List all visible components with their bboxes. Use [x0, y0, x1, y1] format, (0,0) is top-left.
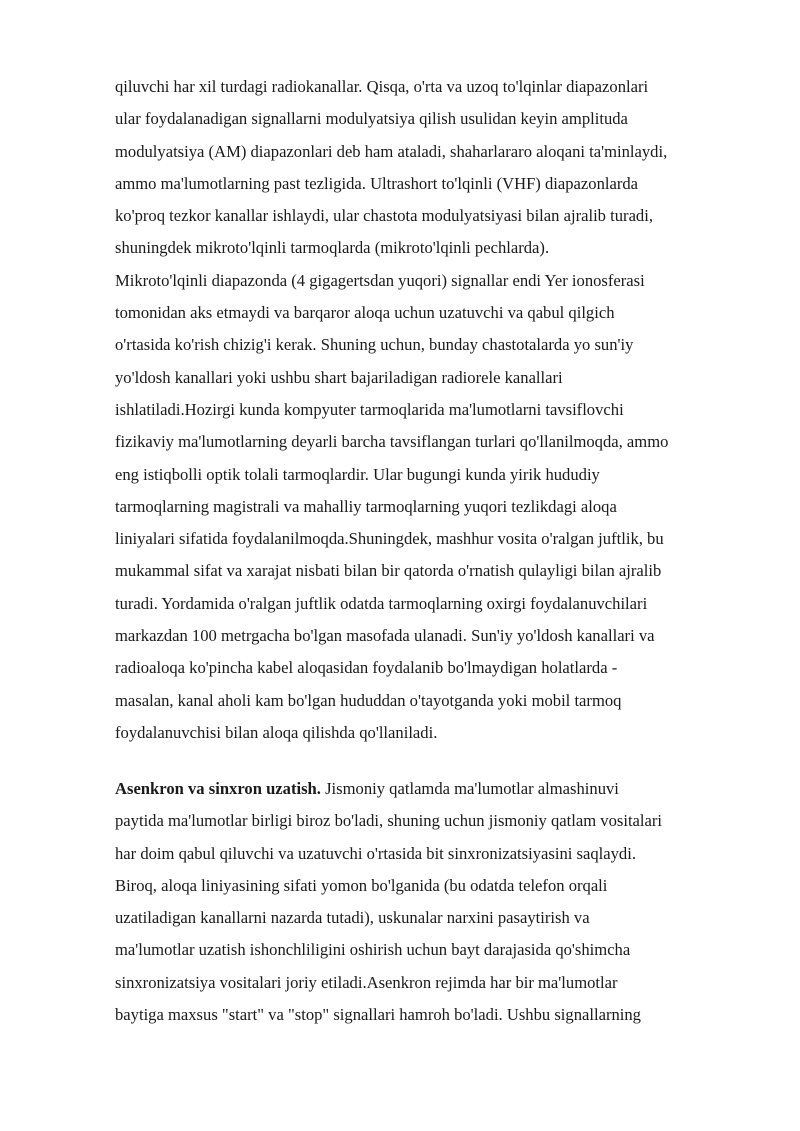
- text-line: fizikaviy ma'lumotlarning deyarli barcha tavsiflangan turlari qo'llanilmoqda, ammo: [115, 432, 669, 452]
- text-line: ma'lumotlar uzatish ishonchliligini oshirish uchun bayt darajasida qo'shimcha: [115, 940, 631, 960]
- text-line: liniyalari sifatida foydalanilmoqda.Shuningdek, mashhur vosita o'ralgan juftlik, bu: [115, 529, 664, 549]
- text-line: radioaloqa ko'pincha kabel aloqasidan foydalanib bo'lmaydigan holatlarda -: [115, 658, 618, 678]
- text-line: ishlatiladi.Hozirgi kunda kompyuter tarmoqlarida ma'lumotlarni tavsiflovchi: [115, 399, 624, 419]
- text-line: markazdan 100 metrgacha bo'lgan masofada ulanadi. Sun'iy yo'ldosh kanallari va: [115, 626, 655, 646]
- text-line: turadi. Yordamida o'ralgan juftlik odatda tarmoqlarning oxirgi foydalanuvchilari: [115, 593, 648, 613]
- text-line: paytida ma'lumotlar birligi biroz bo'ladi, shuning uchun jismoniy qatlam vositalari: [115, 811, 663, 831]
- text-line: tarmoqlarning magistrali va mahalliy tarmoqlarning yuqori tezlikdagi aloqa: [115, 496, 617, 516]
- text-line: Biroq, aloqa liniyasining sifati yomon bo'lganida (bu odatda telefon orqali: [115, 875, 608, 895]
- text-line: ular foydalanadigan signallarni modulyatsiya qilish usulidan keyin amplituda: [115, 109, 628, 129]
- text-line: ammo ma'lumotlarning past tezligida. Ultrashort to'lqinli (VHF) diapazonlarda: [115, 173, 639, 193]
- text-line: ko'proq tezkor kanallar ishlaydi, ular chastota modulyatsiyasi bilan ajralib turadi,: [115, 206, 653, 226]
- text-line: eng istiqbolli optik tolali tarmoqlardir. Ular bugungi kunda yirik hududiy: [115, 464, 600, 484]
- text-line: tomonidan aks etmaydi va barqaror aloqa uchun uzatuvchi va qabul qilgich: [115, 303, 615, 323]
- section-heading: Asenkron va sinxron uzatish.: [115, 779, 321, 798]
- heading-continuation: Jismoniy qatlamda ma'lumotlar almashinuvi: [320, 779, 619, 798]
- text-line: har doim qabul qiluvchi va uzatuvchi o'rtasida bit sinxronizatsiyasini saqlaydi.: [115, 843, 636, 863]
- paragraph-async-sync: [115, 773, 750, 1031]
- text-line: modulyatsiya (AM) diapazonlari deb ham ataladi, shaharlararo aloqani ta'minlaydi,: [115, 141, 668, 161]
- text-line: foydalanuvchisi bilan aloqa qilishda qo'llaniladi.: [115, 722, 438, 742]
- text-line: masalan, kanal aholi kam bo'lgan hududdan o'tayotganda yoki mobil tarmoq: [115, 690, 622, 710]
- text-line: uzatiladigan kanallarni nazarda tutadi), uskunalar narxini pasaytirish va: [115, 908, 590, 928]
- text-line: Mikroto'lqinli diapazonda (4 gigagertsdan yuqori) signallar endi Yer ionosferasi: [115, 270, 645, 290]
- text-line: o'rtasida ko'rish chizig'i kerak. Shuning uchun, bunday chastotalarda yo sun'iy: [115, 335, 634, 355]
- text-line: baytiga maxsus "start" va "stop" signallari hamroh bo'ladi. Ushbu signallarning: [115, 1005, 641, 1025]
- text-line: yo'ldosh kanallari yoki ushbu shart bajariladigan radiorele kanallari: [115, 367, 563, 387]
- text-line: shuningdek mikroto'lqinli tarmoqlarda (mikroto'lqinli pechlarda).: [115, 238, 550, 258]
- paragraph-optical-media: [115, 71, 750, 749]
- text-line: mukammal sifat va xarajat nisbati bilan bir qatorda o'rnatish qulayligi bilan ajralib: [115, 561, 662, 581]
- text-line: sinxronizatsiya vositalari joriy etiladi.Asenkron rejimda har bir ma'lumotlar: [115, 972, 618, 992]
- text-line: qiluvchi har xil turdagi radiokanallar. Qisqa, o'rta va uzoq to'lqinlar diapazonlari: [115, 77, 649, 96]
- text-line-first: [115, 773, 750, 805]
